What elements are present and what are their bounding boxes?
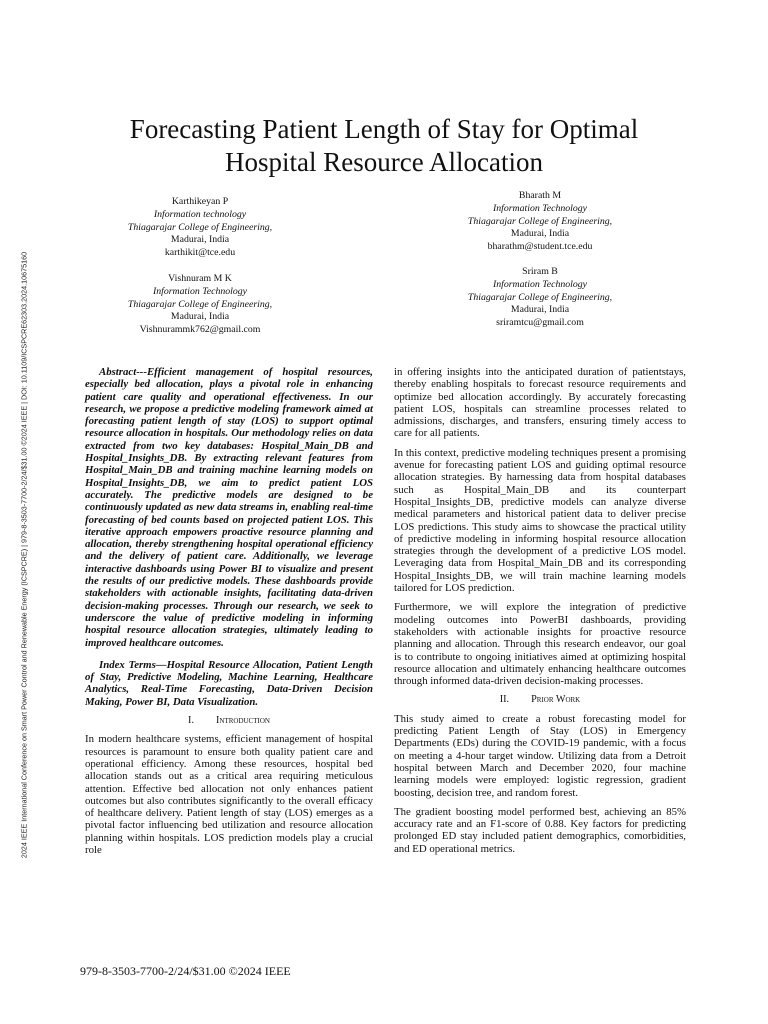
- paper-title: Forecasting Patient Length of Stay for Optimal Hospital Resource Allocation: [129, 114, 639, 177]
- intro-paragraph: In this context, predictive modeling techniques present a promising avenue for forecasting patient LOS and guiding optimal resource allocation strategies. By harnessing data from hospital databases such as Hospital_Main_DB and its counterpart Hospital_Insights_DB, predictive models can analyze diverse medical parameters and historical patient data to deliver precise LOS predictions. This study aims to showcase the practical utility of predictive modeling in informing hospital resource allocation strategies through the development of a predictive LOS model. Leveraging data from Hospital_Main_DB and its corresponding Hospital_Insights_DB, we will train machine learning models tailored for LOS prediction.: [394, 446, 686, 595]
- author-email: karthikit@tce.edu: [164, 247, 236, 259]
- author-dept: Information Technology: [492, 202, 588, 214]
- author-org: Thiagarajar College of Engineering,: [127, 298, 273, 310]
- section-heading-introduction: [85, 715, 373, 727]
- author-block: [110, 273, 290, 337]
- author-org: Thiagarajar College of Engineering,: [467, 291, 613, 303]
- intro-paragraph: in offering insights into the anticipated duration of patientstays, thereby enabling hospitals to forecast resource requirements and optimize bed allocation accordingly. By accurately forecasting patient LOS, hospitals can streamline processes related to admissions, discharges, and transfers, ensuring timely access to care for all patients.: [394, 366, 686, 440]
- side-note: [18, 165, 30, 945]
- section-number: I.: [188, 715, 194, 727]
- intro-paragraph: In modern healthcare systems, efficient management of hospital resources is paramount to ensure both quality patient care and operational efficiency. Among these resources, hospital bed allocation stands out as a critical area requiring meticulous attention. Effective bed allocation not only enhances patient outcomes but also contributes significantly to the overall efficacy of healthcare delivery. Patient length of stay (LOS) emerges as a pivotal factor influencing bed utilization and resource allocation planning within hospitals. LOS prediction models play a crucial role: [85, 733, 373, 856]
- author-name: Sriram B: [522, 266, 558, 277]
- prior-work-paragraph: The gradient boosting model performed best, achieving an 85% accuracy rate and an F1-score of 0.88. Key factors for predicting prolonged ED stay included patient demographics, comorbidities, and ED operational metrics.: [394, 805, 686, 855]
- section-number: II.: [499, 694, 510, 706]
- author-city: Madurai, India: [510, 304, 570, 316]
- section-title: Prior Work: [531, 694, 581, 706]
- intro-paragraph: Furthermore, we will explore the integration of predictive modeling outcomes into PowerBI dashboards, providing stakeholders with actionable insights for proactive resource planning and allocation. Through this research endeavor, our goal is to contribute to ongoing initiatives aimed at optimizing hospital resource allocation and ultimately enhancing healthcare outcomes through informed data-driven decision-making processes.: [394, 601, 686, 688]
- author-block: [452, 190, 628, 254]
- author-dept: Information Technology: [152, 285, 248, 297]
- right-column: [394, 366, 686, 862]
- conference-identifier: 2024 IEEE International Conference on Smart Power Control and Renewable Energy (ICSPCRE) | 979-8-3503-7700-2/24/$31.00 ©2024 IEEE | DOI: 10.1109/ICSPCRE62303.2024.10675160: [19, 251, 29, 859]
- section-title: Introduction: [216, 715, 270, 727]
- author-org: Thiagarajar College of Engineering,: [467, 215, 613, 227]
- abstract: Abstract---Efficient management of hospital resources, especially bed allocation, plays a pivotal role in enhancing patient care quality and operational effectiveness. In our research, we propose a predictive modeling framework aimed at forecasting patient length of stay (LOS) to support optimal resource allocation in hospitals. Our methodology relies on data extracted from two key databases: Hospital_Main_DB and Hospital_Insights_DB. By extracting relevant features from Hospital_Main_DB and training machine learning models on Hospital_Insights_DB, we aim to predict patient LOS accurately. The predictive models are designed to be continuously updated as new data streams in, enabling real-time forecasting of bed counts based on projected patient LOS. This iterative approach empowers proactive resource planning and allocation, thereby strengthening hospital operational efficiency and the delivery of patient care. Additionally, we leverage interactive dashboards using Power BI to visualize and present the results of our predictive models. These dashboards provide stakeholders with actionable insights, facilitating data-driven decision-making processes. Through our research, we seek to underscore the value of predictive modeling in informing hospital resource allocation strategies, ultimately leading to improved healthcare outcomes.: [85, 366, 373, 649]
- author-dept: Information technology: [153, 208, 247, 220]
- author-city: Madurai, India: [170, 311, 230, 323]
- prior-work-paragraph: This study aimed to create a robust forecasting model for predicting Patient Length of Stay (LOS) in Emergency Departments (EDs) during the COVID-19 pandemic, with a focus on meeting a 4-hour target window. Utilizing data from a Detroit hospital between March and December 2020, four machine learning models were employed: logistic regression, gradient boosting, decision tree, and random forest.: [394, 712, 686, 799]
- author-block: [110, 196, 290, 260]
- author-name: Vishnuram M K: [168, 273, 232, 284]
- author-block: [452, 266, 628, 330]
- author-org: Thiagarajar College of Engineering,: [127, 221, 273, 233]
- author-city: Madurai, India: [170, 234, 230, 246]
- author-name: Bharath M: [518, 190, 562, 201]
- author-email: Vishnurammk762@gmail.com: [139, 324, 261, 336]
- section-heading-prior-work: [394, 694, 686, 706]
- author-email: sriramtcu@gmail.com: [496, 317, 584, 329]
- copyright-footer: 979-8-3503-7700-2/24/$31.00 ©2024 IEEE: [80, 964, 291, 978]
- index-terms: Index Terms—Hospital Resource Allocation, Patient Length of Stay, Predictive Modeling, Machine Learning, Healthcare Analytics, Real-Time Forecasting, Data-Driven Decision Making, Power BI, Data Visualization.: [85, 658, 373, 708]
- author-city: Madurai, India: [510, 228, 570, 240]
- author-dept: Information Technology: [492, 278, 588, 290]
- left-column: [85, 366, 373, 863]
- author-name: Karthikeyan P: [171, 196, 229, 207]
- author-email: bharathm@student.tce.edu: [487, 241, 593, 253]
